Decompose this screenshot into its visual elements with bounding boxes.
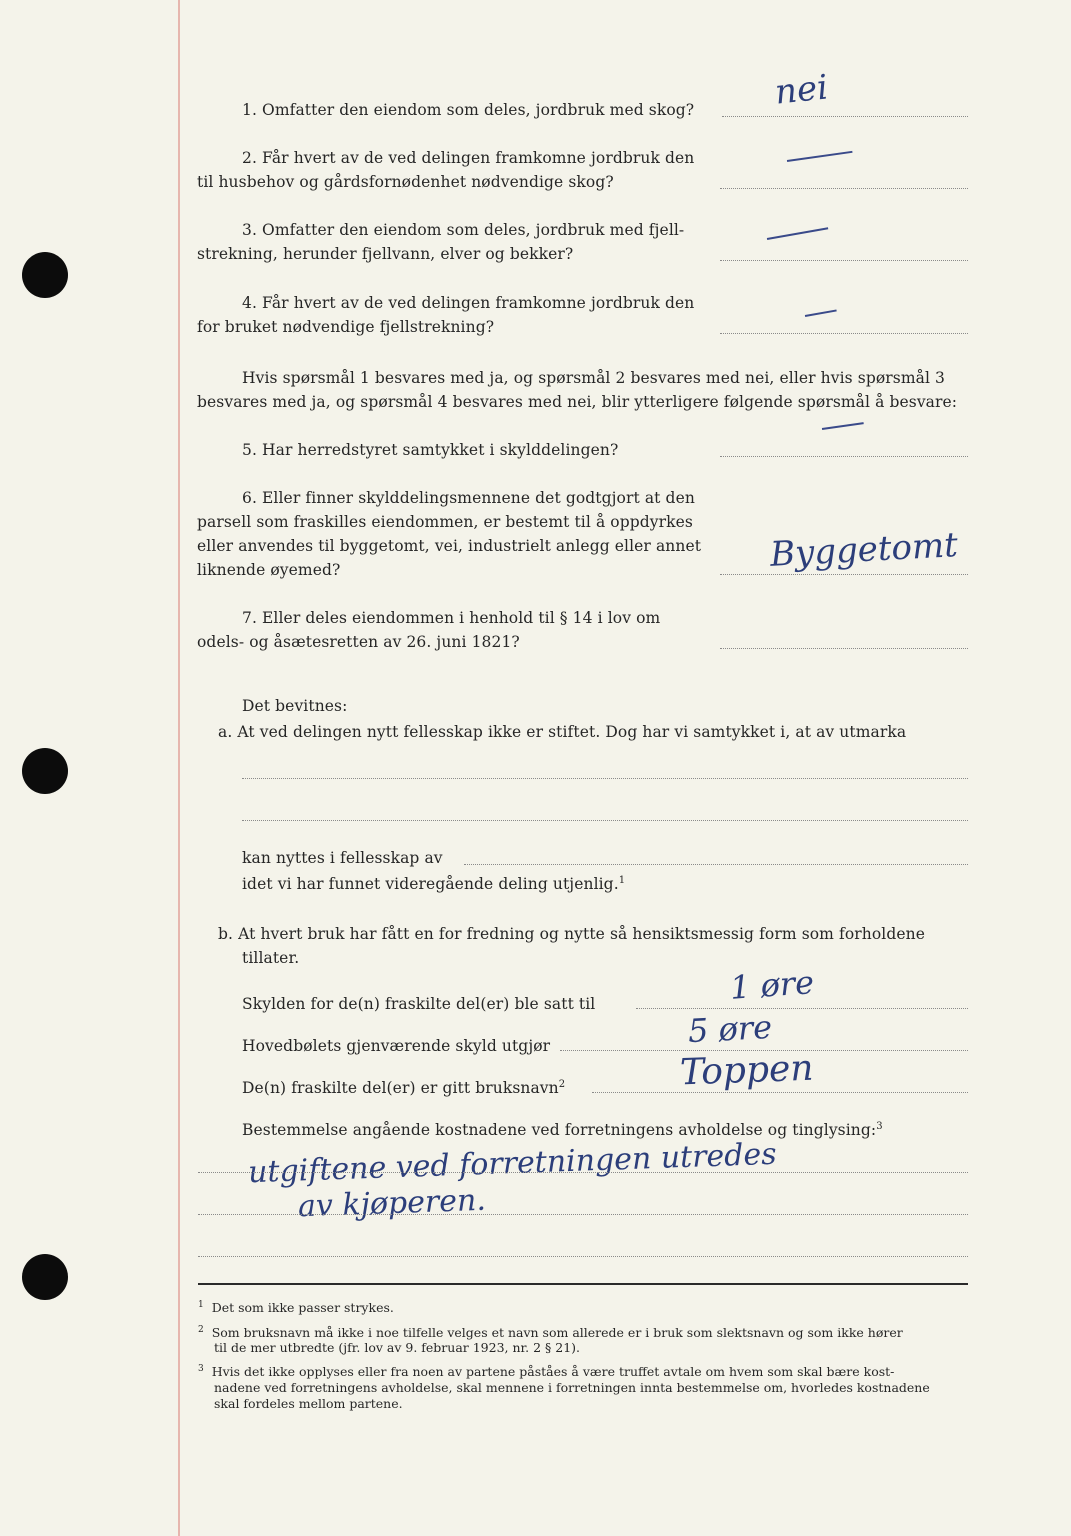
footnote-1 [198, 1300, 394, 1316]
question-6-line-2: parsell som fraskilles eiendommen, er bestemt til å oppdyrkes [197, 513, 693, 531]
kostnad-line-2 [198, 1214, 968, 1215]
footnote-1-text: Det som ikke passer strykes. [211, 1300, 394, 1315]
question-4-line-2: for bruket nødvendige fjellstrekning? [197, 318, 495, 336]
attest-b-line-1: b. At hvert bruk har fått en for fredning og nytte så hensiktsmessig form som forholdene [218, 925, 926, 943]
footnote-2-number: 2 [198, 1324, 204, 1335]
answer-line-4 [720, 333, 968, 334]
question-6-line-1: 6. Eller finner skylddelingsmennene det godtgjort at den [242, 489, 695, 507]
kostnad-handwriting-line-2: av kjøperen. [297, 1182, 487, 1225]
question-3-line-2: strekning, herunder fjellvann, elver og bekker? [197, 245, 574, 263]
punch-hole-top [22, 252, 68, 298]
bruksnavn-label [242, 1076, 565, 1100]
attest-heading: Det bevitnes: [242, 697, 348, 715]
footnote-ref-1: 1 [618, 874, 626, 886]
footnote-2-line-2: til de mer utbredte (jfr. lov av 9. februar 1923, nr. 2 § 21). [214, 1340, 580, 1355]
bruksnavn-label-text: De(n) fraskilte del(er) er gitt bruksnavn [242, 1079, 559, 1097]
punch-hole-middle [22, 748, 68, 794]
question-6-line-3: eller anvendes til byggetomt, vei, industrielt anlegg eller annet [197, 537, 702, 555]
footnote-3-line-1 [198, 1364, 894, 1380]
question-7-line-2: odels- og åsætesretten av 26. juni 1821? [197, 633, 520, 651]
question-5: 5. Har herredstyret samtykket i skylddelingen? [242, 441, 619, 459]
attest-a-blank-1 [242, 778, 968, 779]
question-6-line-4: liknende øyemed? [197, 561, 341, 579]
attest-a-line-1: a. At ved delingen nytt fellesskap ikke er stiftet. Dog har vi samtykket i, at av utmarka [218, 723, 907, 741]
kostnad-label-text: Bestemmelse angående kostnadene ved forretningens avholdelse og tinglysing: [242, 1121, 877, 1139]
skyld-line [636, 1008, 968, 1009]
answer-3-dash [767, 227, 828, 239]
answer-4-dash [805, 309, 837, 316]
condition-line-2: besvares med ja, og spørsmål 4 besvares med nei, blir ytterligere følgende spørsmål å besvare: [197, 393, 958, 411]
footnote-3-number: 3 [198, 1363, 204, 1374]
footnote-3-text: Hvis det ikke opplyses eller fra noen av partene påståes å være truffet avtale om hvem som skal bære kost- [211, 1364, 895, 1379]
answer-line-2 [720, 188, 968, 189]
answer-line-5 [720, 456, 968, 457]
hovedbol-handwriting: 5 øre [687, 1007, 773, 1051]
footnote-3-line-3: skal fordeles mellom partene. [214, 1396, 403, 1411]
kostnad-line-3 [198, 1256, 968, 1257]
kostnad-label [242, 1118, 883, 1142]
answer-line-7 [720, 648, 968, 649]
skyld-label: Skylden for de(n) fraskilte del(er) ble satt til [242, 995, 596, 1013]
answer-line-6 [720, 574, 968, 575]
question-3-line-1: 3. Omfatter den eiendom som deles, jordbruk med fjell- [242, 221, 685, 239]
margin-line [178, 0, 180, 1536]
condition-line-1: Hvis spørsmål 1 besvares med ja, og spørsmål 2 besvares med nei, eller hvis spørsmål 3 [242, 369, 946, 387]
bruksnavn-line [592, 1092, 968, 1093]
question-4-line-1: 4. Får hvert av de ved delingen framkomne jordbruk den [242, 294, 695, 312]
question-1: 1. Omfatter den eiendom som deles, jordbruk med skog? [242, 101, 695, 119]
footnote-1-number: 1 [198, 1299, 204, 1310]
answer-line-1 [722, 116, 968, 117]
footnote-2-text: Som bruksnavn må ikke i noe tilfelle velges et navn som allerede er i bruk som slektsnavn og som ikke hører [211, 1325, 903, 1340]
footnote-ref-2: 2 [558, 1078, 566, 1090]
question-2-line-1: 2. Får hvert av de ved delingen framkomne jordbruk den [242, 149, 695, 167]
footnote-ref-3: 3 [876, 1120, 883, 1132]
footnote-3-line-2: nadene ved forretningens avholdelse, skal mennene i forretningen innta bestemmelse om, hvorledes kostnadene [214, 1380, 930, 1395]
attest-a-line-3-text: idet vi har funnet videregående deling utjenlig. [242, 875, 619, 893]
hovedbol-label: Hovedbølets gjenværende skyld utgjør [242, 1037, 551, 1055]
footnote-rule [198, 1283, 968, 1285]
question-7-line-1: 7. Eller deles eiendommen i henhold til § 14 i lov om [242, 609, 661, 627]
kostnad-line-1 [198, 1172, 968, 1173]
attest-a-line-2: kan nyttes i fellesskap av [242, 849, 443, 867]
punch-hole-bottom [22, 1254, 68, 1300]
answer-1-handwriting: nei [773, 67, 830, 113]
attest-a-line-3 [242, 872, 625, 896]
answer-5-dash [822, 422, 864, 429]
answer-2-dash [787, 151, 853, 162]
question-2-line-2: til husbehov og gårdsfornødenhet nødvendige skog? [197, 173, 614, 191]
answer-6-handwriting: Byggetomt [769, 525, 959, 575]
bruksnavn-handwriting: Toppen [679, 1047, 815, 1094]
skyld-handwriting: 1 øre [728, 963, 816, 1007]
attest-a-blank-2 [242, 820, 968, 821]
footnote-2-line-1 [198, 1325, 903, 1341]
kostnad-handwriting-line-1: utgiftene ved forretningen utredes [247, 1136, 778, 1191]
attest-a-fellesskap-line [464, 864, 968, 865]
attest-b-line-2: tillater. [242, 949, 300, 967]
answer-line-3 [720, 260, 968, 261]
